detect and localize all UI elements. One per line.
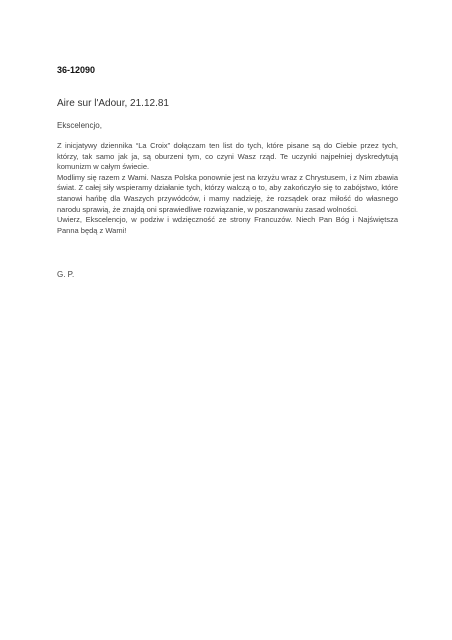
paragraph: Modlimy się razem z Wami. Nasza Polska ponownie jest na krzyżu wraz z Chrystusem, i z Nim zbawia świat. Z całej siły wspieramy działanie tych, którzy walczą o to, aby zakończyło się to zabójstwo, które stanowi hańbę dla Waszych przywódców, i mamy nadzieję, że rozsądek oraz miłość do własnego narodu sprawią, że znajdą oni sprawiedliwe rozwiązanie, w poszanowaniu zasad wolności. <box>57 172 398 214</box>
place-and-date: Aire sur l'Adour, 21.12.81 <box>57 98 169 109</box>
paragraph: Uwierz, Ekscelencjo, w podziw i wdzięczność ze strony Francuzów. Niech Pan Bóg i Najświętsza Panna będą z Wami! <box>57 215 398 235</box>
salutation: Ekscelencjo, <box>57 121 102 130</box>
document-id: 36-12090 <box>57 65 96 75</box>
signature: G. P. <box>57 270 75 279</box>
paragraph: Z inicjatywy dziennika “La Croix” dołączam ten list do tych, które pisane są do Ciebie przez tych, którzy, tak samo jak ja, są oburzeni tym, co czyni Wasz rząd. Te uczynki najpełniej dyskredytują komunizm w całym świecie. <box>57 141 398 172</box>
letter-body <box>57 141 398 236</box>
